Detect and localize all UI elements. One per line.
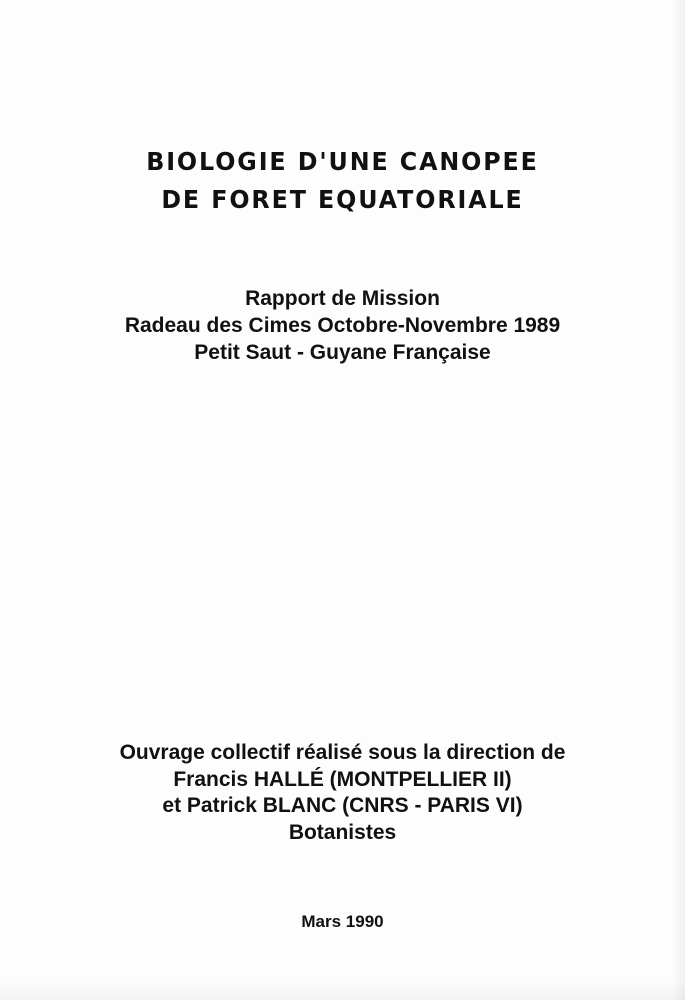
mission-line-3: Petit Saut - Guyane Française — [194, 341, 491, 364]
mission-line-1: Rapport de Mission — [245, 287, 440, 310]
authors-line-1: Ouvrage collectif réalisé sous la direction de — [119, 741, 566, 764]
title-line-1: BIOLOGIE D'UNE CANOPEE — [146, 147, 539, 176]
sheet-edge-bottom — [0, 980, 685, 1000]
mission-line-2: Radeau des Cimes Octobre-Novembre 1989 — [124, 314, 561, 337]
authors-credit — [0, 740, 685, 846]
authors-line-4: Botanistes — [288, 820, 397, 844]
authors-line-2: Francis HALLÉ (MONTPELLIER II) — [173, 767, 512, 791]
document-title — [0, 143, 685, 219]
authors-line-3: et Patrick BLANC (CNRS - PARIS VI) — [162, 794, 523, 817]
title-line-2: DE FORET EQUATORIALE — [161, 185, 524, 214]
publication-date: Mars 1990 — [301, 912, 384, 931]
mission-subtitle — [0, 285, 685, 366]
